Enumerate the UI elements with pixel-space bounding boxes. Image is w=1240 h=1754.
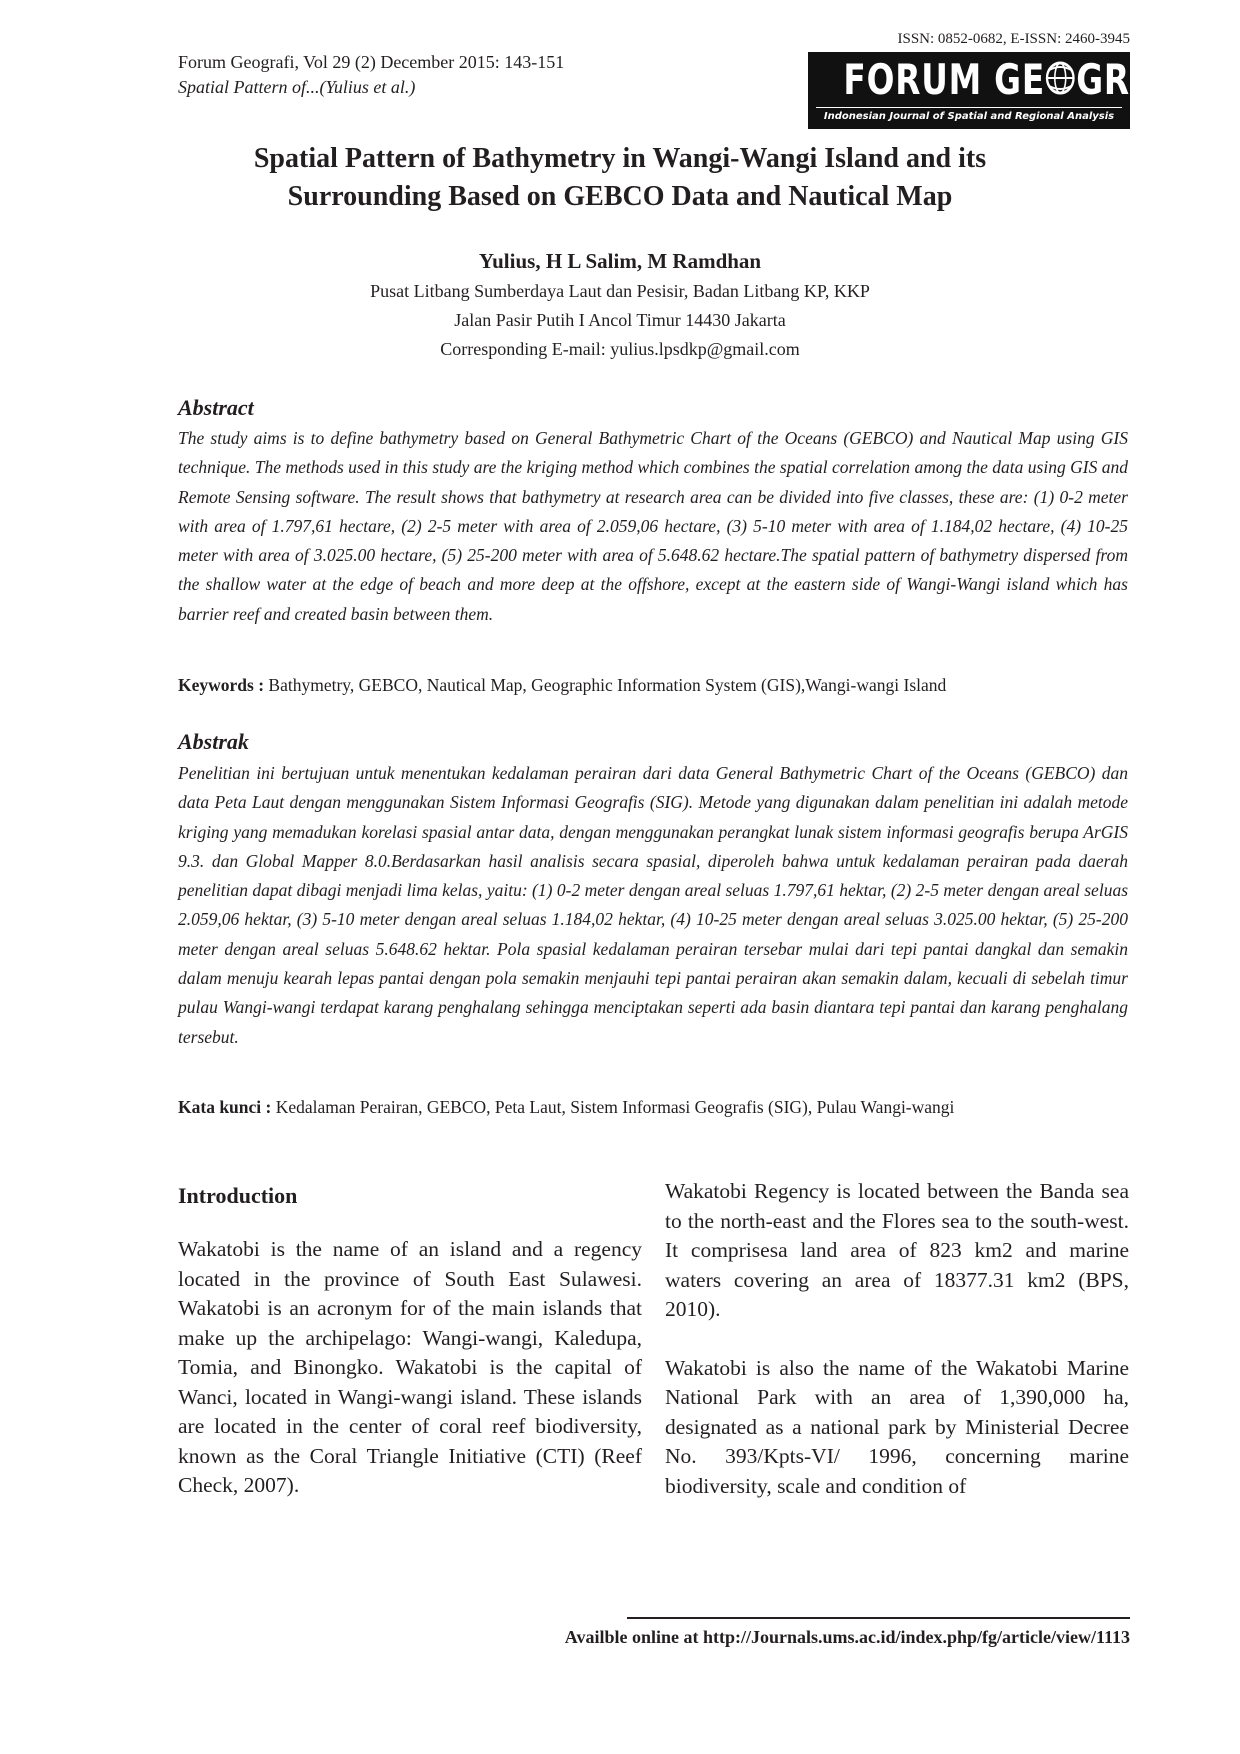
journal-masthead: [808, 30, 1193, 129]
title-line-2: Surrounding Based on GEBCO Data and Nautical Map: [287, 181, 953, 212]
body-column-left: [178, 1235, 642, 1501]
running-header: [178, 50, 564, 100]
affiliation-line-1: Pusat Litbang Sumberdaya Laut dan Pesisir, Badan Litbang KP, KKP: [370, 281, 870, 301]
keywords: [178, 673, 1128, 697]
availability-footer: Availble online at http://Journals.ums.ac.id/index.php/fg/article/view/1113: [564, 1627, 1130, 1647]
kata-kunci-list: Kedalaman Perairan, GEBCO, Peta Laut, Sistem Informasi Geografis (SIG), Pulau Wangi-wangi: [271, 1097, 955, 1117]
corresponding-email: Corresponding E-mail: yulius.lpsdkp@gmail.com: [440, 339, 800, 359]
intro-paragraph-3: Wakatobi is also the name of the Wakatobi Marine National Park with an area of 1,390,000 ha, designated as a national park by Ministerial Decree No. 393/Kpts-VI/ 1996, concerning marine biodiversity, scale and condition of: [665, 1355, 1129, 1498]
intro-paragraph-2: Wakatobi Regency is located between the Banda sea to the north-east and the Flores sea to the south-west. It comprisesa land area of 823 km2 and marine waters covering an area of 18377.31 km2 (BPS, 2010).: [665, 1179, 1129, 1321]
logo-divider: [816, 107, 1122, 108]
journal-logo: [808, 52, 1193, 129]
running-title: Spatial Pattern of...(Yulius et al.): [178, 77, 416, 97]
author-list: Yulius, H L Salim, M Ramdhan: [478, 249, 762, 273]
abstrak-text: Penelitian ini bertujuan untuk menentukan kedalaman perairan dari data General Bathymetric Chart of the Oceans (GEBCO) dan data Peta Laut dengan menggunakan Sistem Informasi Geografis (SIG). Metode yang digunakan dalam penelitian ini adalah metode kriging yang memadukan korelasi spasial antar data, dengan menggunakan perangkat lunak sistem informasi geografis berupa ArGIS 9.3. dan Global Mapper 8.0.Berdasarkan hasil analisis secara spasial, diperoleh bahwa untuk kedalaman perairan pada daerah penelitian dapat dibagi menjadi lima kelas, yaitu: (1) 0-2 meter dengan areal seluas 1.797,61 hektar, (2) 2-5 meter dengan areal seluas 2.059,06 hektar, (3) 5-10 meter dengan areal seluas 1.184,02 hektar, (4) 10-25 meter dengan areal seluas 3.025.00 hektar, (5) 25-200 meter dengan areal seluas 5.648.62 hektar. Pola spasial kedalaman perairan tersebar mulai dari tepi pantai dangkal dan semakin dalam menuju kearah lepas pantai dengan pola semakin menjauhi tepi pantai perairan akan semakin dalam, kecuali di sebelah timur pulau Wangi-wangi terdapat karang penghalang sehingga menciptakan seperti ada basin diantara tepi pantai dan karang penghalang tersebut.: [178, 763, 1128, 1047]
logo-wordmark: FORUM GE GRAFI: [843, 55, 1193, 104]
abstrak-heading: Abstrak: [178, 729, 249, 754]
kata-kunci: [178, 1095, 1128, 1119]
issn-line: ISSN: 0852-0682, E-ISSN: 2460-3945: [897, 31, 1130, 47]
body-column-right: [665, 1177, 1129, 1501]
paper-title: [150, 140, 1090, 216]
keywords-list: Bathymetry, GEBCO, Nautical Map, Geographic Information System (GIS),Wangi-wangi Island: [264, 675, 947, 695]
title-line-1: Spatial Pattern of Bathymetry in Wangi-Wangi Island and its: [253, 143, 987, 174]
globe-icon: [1045, 58, 1076, 106]
logo-subtitle: Indonesian Journal of Spatial and Regional Analysis: [823, 111, 1115, 122]
abstract-text: The study aims is to define bathymetry based on General Bathymetric Chart of the Oceans (GEBCO) and Nautical Map using GIS technique. The methods used in this study are the kriging method which combines the spatial correlation among the data using GIS and Remote Sensing software. The result shows that bathymetry at research area can be divided into five classes, these are: (1) 0-2 meter with area of 1.797,61 hectare, (2) 2-5 meter with area of 2.059,06 hectare, (3) 5-10 meter with area of 1.184,02 hectare, (4) 10-25 meter with area of 3.025.00 hectare, (5) 25-200 meter with area of 5.648.62 hectare.The spatial pattern of bathymetry dispersed from the shallow water at the edge of beach and more deep at the offshore, except at the eastern side of Wangi-Wangi island which has barrier reef and created basin between them.: [178, 428, 1128, 624]
keywords-label: Keywords :: [178, 675, 265, 695]
affiliation-line-2: Jalan Pasir Putih I Ancol Timur 14430 Jakarta: [454, 310, 786, 330]
journal-citation: Forum Geografi, Vol 29 (2) December 2015: 143-151: [178, 52, 565, 72]
abstract-heading: Abstract: [178, 395, 254, 420]
intro-paragraph-1: Wakatobi is the name of an island and a regency located in the province of South East Sulawesi. Wakatobi is an acronym for of the main islands that make up the archipelago: Wangi-wangi, Kaledupa, Tomia, and Binongko. Wakatobi is the capital of Wanci, located in Wangi-wangi island. These islands are located in the center of coral reef biodiversity, known as the Coral Triangle Initiative (CTI) (Reef Check, 2007).: [178, 1237, 642, 1497]
introduction-heading: Introduction: [178, 1183, 298, 1208]
footer-divider: [627, 1617, 1130, 1619]
kata-kunci-label: Kata kunci :: [178, 1097, 272, 1117]
